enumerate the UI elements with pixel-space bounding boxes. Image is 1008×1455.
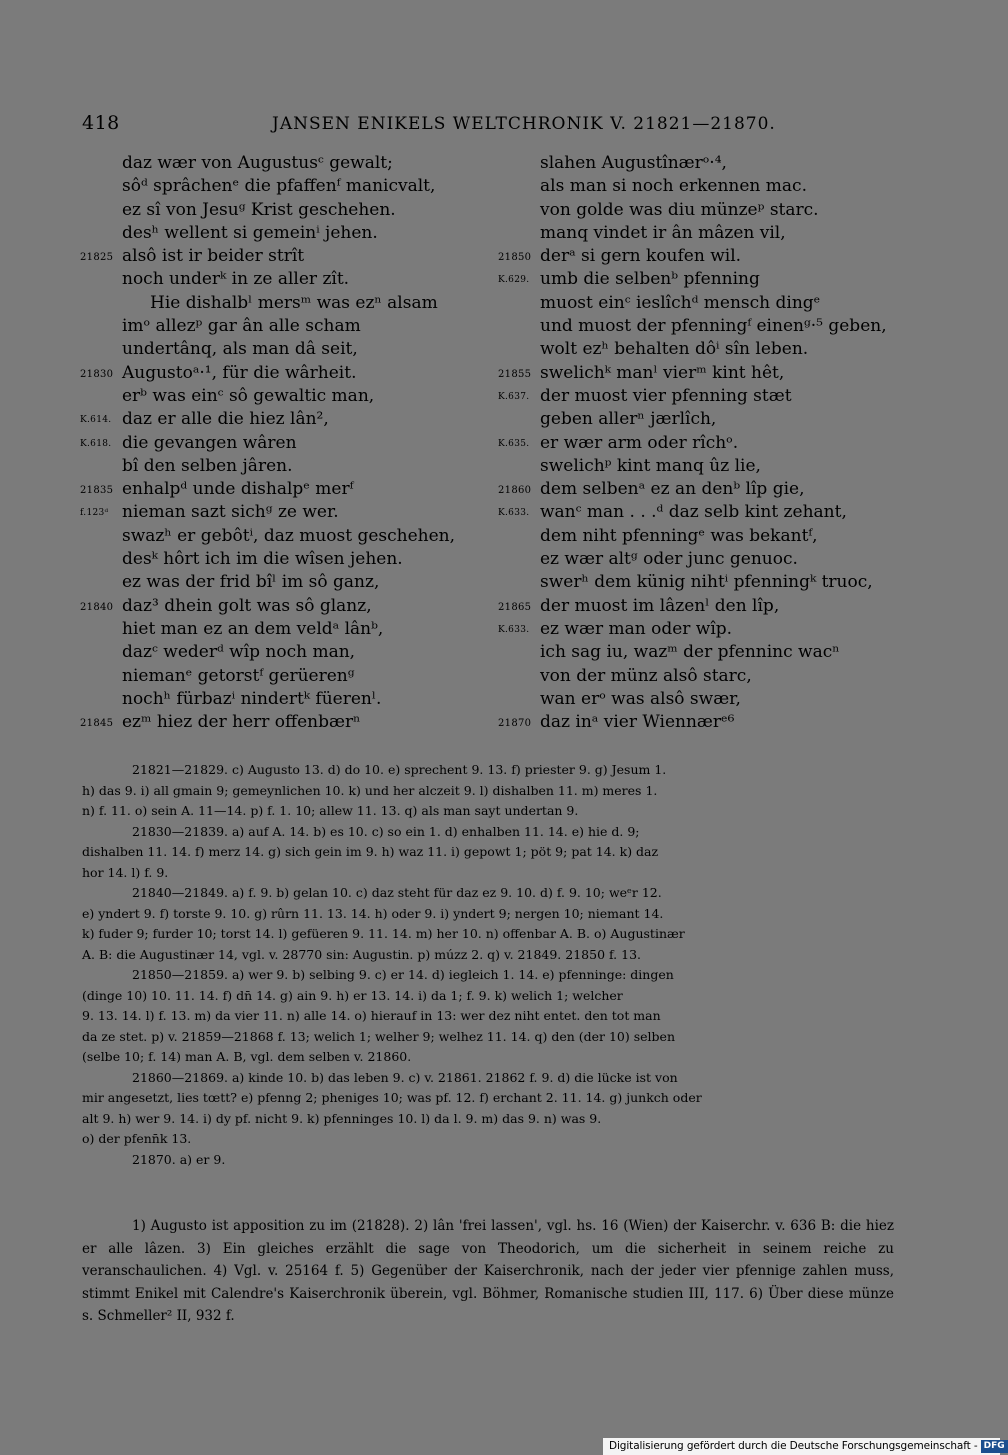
apparatus-line: 9. 13. 14. l) f. 13. m) da vier 11. n) alle 14. o) hierauf in 13: wer dez niht entet. den tot man xyxy=(82,1008,661,1023)
verse-text: erᵇ was einᶜ sô gewaltic man, xyxy=(122,385,375,406)
apparatus-line: 21821—21829. c) Augusto 13. d) do 10. e) sprechent 9. 13. f) priester 9. g) Jesum 1. xyxy=(132,762,667,777)
verse-line xyxy=(80,525,500,548)
apparatus-line: (dinge 10) 10. 11. 14. f) dn̄ 14. g) ain 9. h) er 13. 14. i) da 1; f. 9. k) welich 1; welcher xyxy=(82,987,623,1003)
verse-line xyxy=(498,571,918,594)
line-number: K.637. xyxy=(498,391,530,402)
verse-text: wolt ezʰ behalten dôⁱ sîn leben. xyxy=(540,339,809,360)
verse-text: er wær arm oder rîchᵒ. xyxy=(540,432,739,453)
apparatus-line: e) yndert 9. f) torste 9. 10. g) rûrn 11. 13. 14. h) oder 9. i) yndert 9; nergen 10; niemant 14. xyxy=(82,905,664,921)
verse-text: ez was der frid bîˡ im sô ganz, xyxy=(122,572,380,593)
page-number: 418 xyxy=(82,112,120,134)
line-number: 21850 xyxy=(498,252,532,264)
verse-line xyxy=(80,315,500,338)
verse-line xyxy=(80,408,500,431)
verse-text: Augustoᵃ·¹, für die wârheit. xyxy=(122,362,357,383)
verse-text: umb die selbenᵇ pfenning xyxy=(540,269,760,290)
verse-text: sôᵈ sprâchenᵉ die pfaffenᶠ manicvalt, xyxy=(122,176,436,197)
verse-line xyxy=(80,571,500,594)
line-number: 21870 xyxy=(498,718,532,730)
apparatus-line: o) der pfenn̄k 13. xyxy=(82,1131,192,1146)
credit-text: Digitalisierung gefördert durch die Deutsche Forschungsgemeinschaft - xyxy=(609,1440,978,1452)
footnote: 2) lân 'frei lassen', vgl. hs. 16 (Wien) der Kaiserchr. v. 636 B: die hiez er alle lâzen. xyxy=(82,1218,894,1257)
verse-line xyxy=(80,548,500,571)
verse-line xyxy=(80,152,500,175)
verse-line xyxy=(80,245,500,268)
verse-line xyxy=(80,362,500,385)
verse-text: die gevangen wâren xyxy=(122,432,297,453)
verse-line xyxy=(80,222,500,245)
line-number: 21835 xyxy=(80,485,114,497)
apparatus-line: (selbe 10; f. 14) man A. B, vgl. dem selben v. 21860. xyxy=(82,1049,412,1064)
verse-line xyxy=(80,641,500,664)
verse-text: manq vindet ir ân mâzen vil, xyxy=(540,222,786,243)
verse-line xyxy=(498,618,918,641)
verse-line xyxy=(498,501,918,524)
line-number: 21855 xyxy=(498,368,532,380)
verse-text: von golde was diu münzeᵖ starc. xyxy=(540,199,819,220)
verse-line xyxy=(80,665,500,688)
apparatus-line: dishalben 11. 14. f) merz 14. g) sich gein im 9. h) waz 11. i) gepowt 1; pöt 9; pat 14. k) daz xyxy=(82,844,659,859)
verse-column-left xyxy=(80,152,500,734)
apparatus-line: 21830—21839. a) auf A. 14. b) es 10. c) so ein 1. d) enhalben 11. 14. e) hie d. 9; xyxy=(132,823,640,839)
verse-text: nieman sazt sichᵍ ze wer. xyxy=(122,502,339,523)
verse-text: dem niht pfenningᵉ was bekantᶠ, xyxy=(540,525,818,546)
line-number: K.629. xyxy=(498,275,530,286)
line-number: K.633. xyxy=(498,508,530,519)
running-head: JANSEN ENIKELS WELTCHRONIK V. 21821—21870. xyxy=(272,114,776,134)
digitization-credit xyxy=(603,1438,1005,1455)
verse-line xyxy=(80,688,500,711)
verse-text: ez wær man oder wîp. xyxy=(540,618,733,639)
verse-text: muost einᶜ ieslîchᵈ mensch dingᵉ xyxy=(540,292,821,313)
line-number: 21830 xyxy=(80,368,114,380)
verse-line xyxy=(498,315,918,338)
verse-text: dem selbenᵃ ez an denᵇ lîp gie, xyxy=(540,479,805,500)
verse-line xyxy=(498,385,918,408)
dfg-logo: DFG xyxy=(981,1440,1008,1453)
verse-line xyxy=(498,408,918,431)
footnote: 3) Ein gleiches erzählt die sage von Theodorich, um die sicherheit in seinem reiche zu veranschaulichen. xyxy=(82,1240,894,1279)
verse-text: ich sag iu, wazᵐ der pfenninc wacⁿ xyxy=(540,642,840,663)
verse-text: ezᵐ hiez der herr offenbærⁿ xyxy=(122,712,361,733)
verse-text: wanᶜ man . . .ᵈ daz selb kint zehant, xyxy=(540,502,847,523)
verse-line xyxy=(498,548,918,571)
line-number: 21860 xyxy=(498,485,532,497)
verse-line xyxy=(498,268,918,291)
verse-text: derᵃ si gern koufen wil. xyxy=(540,246,742,267)
verse-line xyxy=(80,385,500,408)
verse-text: Hie dishalbˡ mersᵐ was ezⁿ alsam xyxy=(150,292,438,313)
verse-text: dazᶜ wederᵈ wîp noch man, xyxy=(122,642,356,663)
verse-line xyxy=(498,199,918,222)
apparatus-line: mir angesetzt, lies tœtt? e) pfenng 2; pheniges 10; was pf. 12. f) erchant 2. 11. 14. g) junkch oder xyxy=(82,1090,702,1105)
verse-line xyxy=(498,595,918,618)
verse-line xyxy=(498,292,918,315)
verse-line xyxy=(498,338,918,361)
apparatus-line: da ze stet. p) v. 21859—21868 f. 13; welich 1; welher 9; welhez 11. 14. q) den (der 10) selben xyxy=(82,1028,675,1044)
verse-line xyxy=(80,175,500,198)
verse-text: als man si noch erkennen mac. xyxy=(540,176,807,197)
verse-line xyxy=(498,455,918,478)
verse-line xyxy=(498,175,918,198)
verse-text: slahen Augustînærᵒ·⁴, xyxy=(540,153,727,173)
verse-line xyxy=(80,618,500,641)
verse-line xyxy=(498,432,918,455)
line-number: 21865 xyxy=(498,601,532,613)
verse-line xyxy=(498,222,918,245)
verse-line xyxy=(498,688,918,711)
verse-text: daz er alle die hiez lân², xyxy=(122,409,329,430)
line-number: 21840 xyxy=(80,601,114,613)
footnote: 1) Augusto ist apposition zu im (21828). xyxy=(132,1218,410,1234)
verse-text: swelichᵏ manˡ vierᵐ kint hêt, xyxy=(540,362,785,383)
verse-line xyxy=(80,292,500,315)
footnote: 4) Vgl. v. 25164 f. xyxy=(213,1263,344,1279)
verse-line xyxy=(80,501,500,524)
verse-line xyxy=(80,338,500,361)
footnote: 5) Gegenüber der Kaiserchronik, nach der jeder vier pfennige zahlen muss, stimmt Enikel mit Calendre's Kaiserchronik überein, vgl. Böhmer, Romanische studien III, 117. xyxy=(82,1263,895,1302)
verse-text: der muost im lâzenˡ den lîp, xyxy=(540,595,780,616)
verse-text: und muost der pfenningᶠ einenᵍ·⁵ geben, xyxy=(540,316,887,337)
apparatus-line: hor 14. l) f. 9. xyxy=(82,864,169,880)
apparatus-line: alt 9. h) wer 9. 14. i) dy pf. nicht 9. k) pfenninges 10. l) da l. 9. m) das 9. n) was 9. xyxy=(82,1110,602,1126)
line-number: K.633. xyxy=(498,624,530,635)
verse-text: bî den selben jâren. xyxy=(122,455,293,476)
verse-line xyxy=(80,595,500,618)
verse-text: enhalpᵈ unde dishalpᵉ merᶠ xyxy=(122,479,354,500)
verse-text: daz³ dhein golt was sô glanz, xyxy=(122,595,372,616)
verse-text: geben allerⁿ jærlîch, xyxy=(540,409,717,430)
verse-line xyxy=(498,711,918,734)
apparatus-line: 21870. a) er 9. xyxy=(132,1151,226,1167)
verse-text: swazʰ er gebôtⁱ, daz muost geschehen, xyxy=(122,525,456,546)
line-number: K.635. xyxy=(498,438,530,449)
footnote: 6) Über diese münze s. Schmeller² II, 932 f. xyxy=(82,1285,894,1324)
verse-column-right xyxy=(498,152,918,734)
footnotes xyxy=(82,1215,894,1328)
verse-line xyxy=(498,245,918,268)
verse-text: imᵒ allezᵖ gar ân alle scham xyxy=(122,316,361,337)
verse-line xyxy=(498,152,918,175)
apparatus-line: 21860—21869. a) kinde 10. b) das leben 9. c) v. 21861. 21862 f. 9. d) die lücke ist von xyxy=(132,1069,678,1085)
verse-text: niemanᵉ getorstᶠ gerüerenᵍ xyxy=(122,665,355,686)
verse-text: swerʰ dem künig nihtⁱ pfenningᵏ truoc, xyxy=(540,572,873,593)
verse-line xyxy=(80,268,500,291)
verse-text: noch underᵏ in ze aller zît. xyxy=(122,269,350,290)
verse-line xyxy=(80,711,500,734)
verse-line xyxy=(80,455,500,478)
verse-text: alsô ist ir beider strît xyxy=(122,246,305,267)
apparatus-line: 21840—21849. a) f. 9. b) gelan 10. c) daz steht für daz ez 9. 10. d) f. 9. 10; weᵉr 12. xyxy=(132,885,662,900)
apparatus-line: n) f. 11. o) sein A. 11—14. p) f. 1. 10; allew 11. 13. q) als man sayt undertan 9. xyxy=(82,803,579,818)
verse-text: wan erᵒ was alsô swær, xyxy=(540,688,741,709)
critical-apparatus xyxy=(82,760,894,1170)
verse-line xyxy=(80,199,500,222)
verse-text: daz wær von Augustusᶜ gewalt; xyxy=(122,153,393,173)
line-number: 21845 xyxy=(80,718,114,730)
verse-text: der muost vier pfenning stæt xyxy=(540,385,792,406)
apparatus-line: A. B: die Augustinær 14, vgl. v. 28770 sin: Augustin. p) múzz 2. q) v. 21849. 21850 f. 13. xyxy=(82,946,641,962)
verse-text: daz inᵃ vier Wiennærᵉ⁶ xyxy=(540,712,735,733)
verse-line xyxy=(498,525,918,548)
line-number: K.614. xyxy=(80,415,112,426)
verse-line xyxy=(498,641,918,664)
apparatus-line: h) das 9. i) all gmain 9; gemeynlichen 10. k) und her alczeit 9. l) dishalben 11. m) meres 1. xyxy=(82,782,658,798)
line-number: 21825 xyxy=(80,252,114,264)
verse-text: nochʰ fürbazⁱ nindertᵏ füerenˡ. xyxy=(122,688,382,709)
verse-line xyxy=(80,432,500,455)
verse-text: swelichᵖ kint manq ûz lie, xyxy=(540,455,761,476)
verse-line xyxy=(498,362,918,385)
apparatus-line: k) fuder 9; furder 10; torst 14. l) gefüeren 9. 11. 14. m) her 10. n) offenbar A. B. o) Augustinær xyxy=(82,926,685,941)
verse-text: desᵏ hôrt ich im die wîsen jehen. xyxy=(122,549,403,570)
verse-text: ez sî von Jesuᵍ Krist geschehen. xyxy=(122,199,396,220)
verse-line xyxy=(498,665,918,688)
verse-text: desʰ wellent si gemeinⁱ jehen. xyxy=(122,222,378,243)
line-number: f.123ᵈ xyxy=(80,508,109,519)
line-number: K.618. xyxy=(80,438,112,449)
verse-text: ez wær altᵍ oder junc genuoc. xyxy=(540,549,798,570)
apparatus-line: 21850—21859. a) wer 9. b) selbing 9. c) er 14. d) iegleich 1. 14. e) pfenninge: dingen xyxy=(132,967,674,982)
verse-text: hiet man ez an dem veldᵃ lânᵇ, xyxy=(122,618,384,639)
verse-text: undertânq, als man dâ seit, xyxy=(122,339,358,360)
verse-line xyxy=(80,478,500,501)
verse-text: von der münz alsô starc, xyxy=(540,665,752,686)
verse-line xyxy=(498,478,918,501)
